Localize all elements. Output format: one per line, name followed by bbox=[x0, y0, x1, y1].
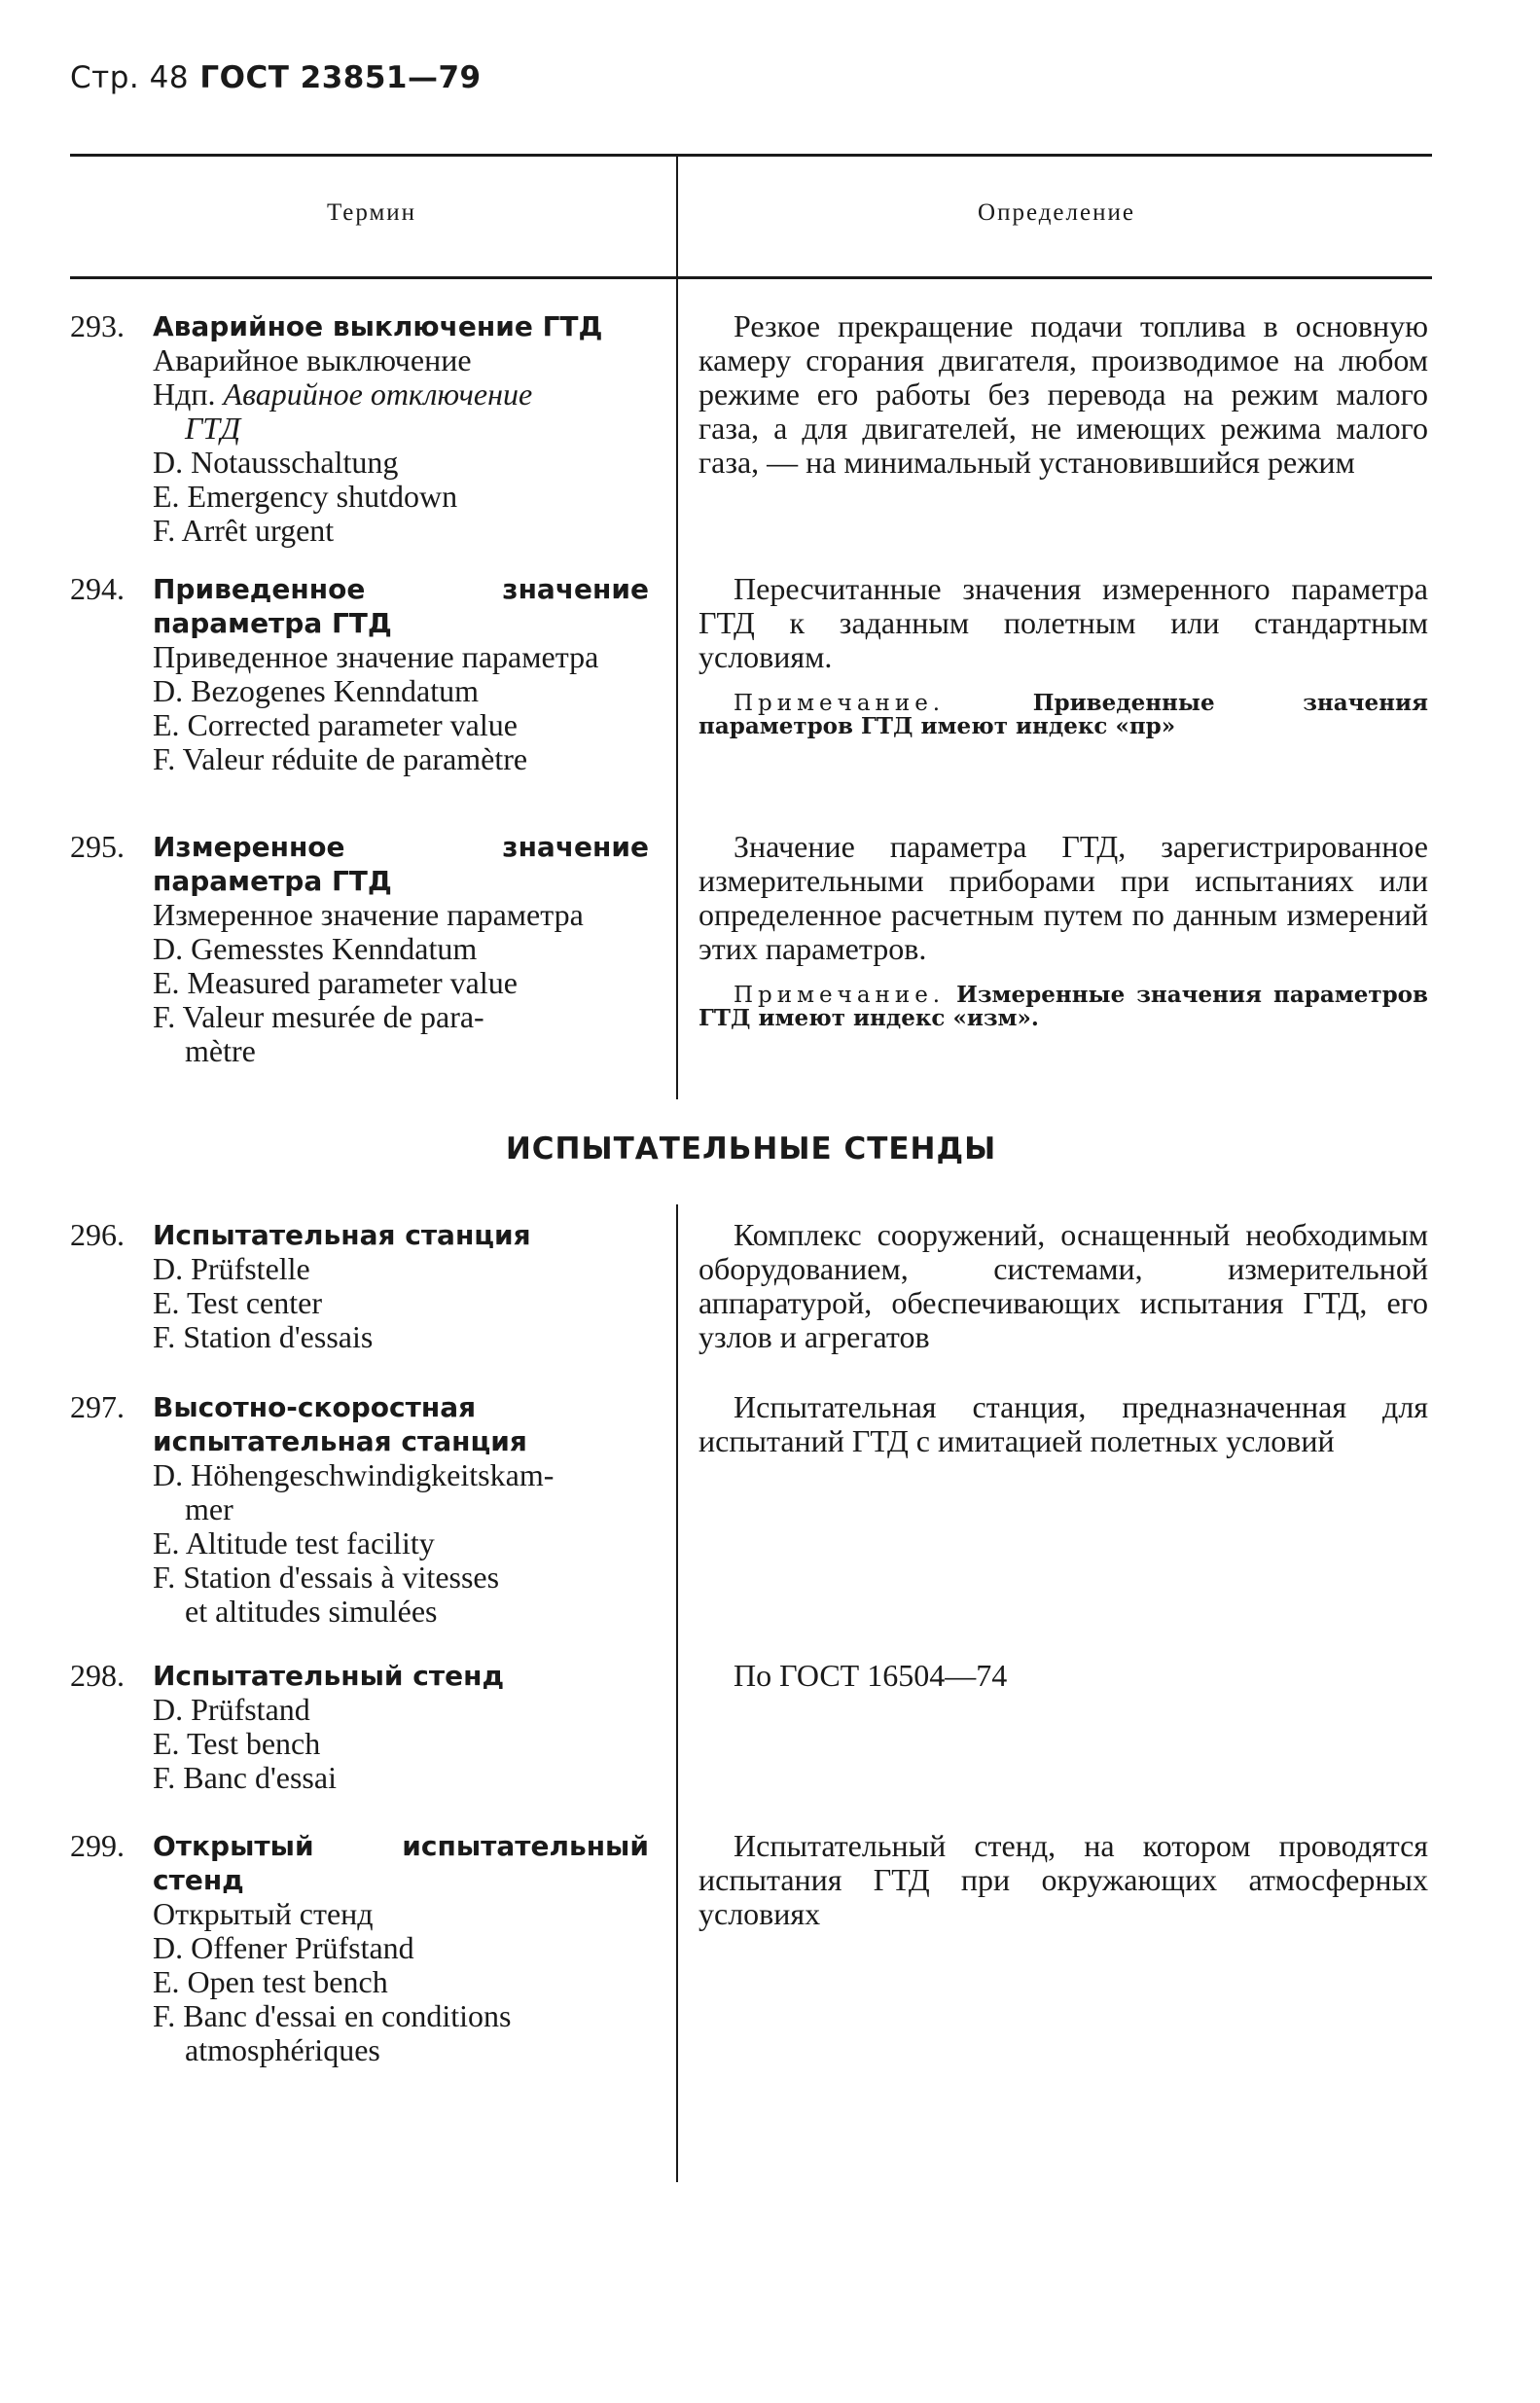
term-synonym: Измеренное значение параметра bbox=[153, 897, 584, 932]
term-cell bbox=[70, 1218, 649, 1354]
definition-cell bbox=[698, 572, 1428, 738]
definition-text: Испытательный стенд, на котором проводятся испытания ГТД при окружающих атмосферных условиях bbox=[698, 1828, 1428, 1931]
term-title: 297. Высотно-скоростная испытательная станция bbox=[70, 1389, 527, 1457]
standard-designation: ГОСТ 23851—79 bbox=[199, 60, 482, 95]
term-french-cont: mètre bbox=[185, 1033, 256, 1068]
term-french: F. Arrêt urgent bbox=[153, 513, 335, 548]
term-german: D. Gemesstes Kenndatum bbox=[153, 931, 478, 966]
term-french: F. Banc d'essai en conditions bbox=[153, 1998, 512, 2033]
term-french-cont: et altitudes simulées bbox=[185, 1594, 438, 1629]
column-divider bbox=[676, 1204, 678, 2182]
term-cell bbox=[70, 830, 649, 1068]
table-top-rule bbox=[70, 154, 1432, 157]
definition-text: Испытательная станция, предназначенная для испытаний ГТД с имитацией полетных условий bbox=[698, 1389, 1428, 1458]
term-german: D. Höhengeschwindigkeitskam- bbox=[153, 1457, 555, 1492]
term-english: E. Test bench bbox=[153, 1726, 321, 1761]
note-label: Примечание. bbox=[734, 983, 946, 1008]
term-number: 296. bbox=[70, 1217, 125, 1252]
definition-cell bbox=[698, 1218, 1428, 1354]
definition-text: Пересчитанные значения измеренного параметра ГТД к заданным полетным или стандартным условиям. bbox=[698, 571, 1428, 674]
term-german: D. Offener Prüfstand bbox=[153, 1930, 414, 1965]
term-synonym: Приведенное значение параметра bbox=[153, 639, 599, 674]
definition-cell bbox=[698, 1659, 1428, 1693]
term-english: E. Test center bbox=[153, 1285, 322, 1320]
term-cell bbox=[70, 1829, 649, 2067]
definition-text: Резкое прекращение подачи топлива в основную камеру сгорания двигателя, производимое на любом режиме его работы без перевода на режим малого газа, а для двигателей, не имеющих режима малого газа, — на минимальный установившийся режим bbox=[698, 308, 1428, 480]
term-title: 296. Испытательная станция bbox=[70, 1217, 531, 1252]
table-header-rule bbox=[70, 276, 1432, 279]
definition-cell bbox=[698, 309, 1428, 480]
term-title: 293. Аварийное выключение ГТД bbox=[70, 308, 603, 343]
term-cell bbox=[70, 1390, 649, 1629]
definition-cell bbox=[698, 1829, 1428, 1931]
term-synonym: Открытый стенд bbox=[153, 1896, 374, 1931]
term-german: D. Notausschaltung bbox=[153, 445, 399, 480]
term-english: E. Emergency shutdown bbox=[153, 479, 458, 514]
term-title: 295. Измеренное значение параметра ГТД bbox=[70, 829, 649, 897]
section-title: ИСПЫТАТЕЛЬНЫЕ СТЕНДЫ bbox=[505, 1131, 997, 1166]
term-english: E. Open test bench bbox=[153, 1964, 388, 1999]
term-german: D. Prüfstelle bbox=[153, 1251, 310, 1286]
term-german: D. Bezogenes Kenndatum bbox=[153, 673, 480, 708]
term-synonym: Аварийное выключение bbox=[153, 342, 472, 377]
column-header-definition: Определение bbox=[978, 199, 1135, 226]
term-number: 297. bbox=[70, 1389, 125, 1424]
term-number: 295. bbox=[70, 829, 125, 864]
term-cell bbox=[70, 309, 649, 548]
term-title: 298. Испытательный стенд bbox=[70, 1658, 505, 1693]
term-french: F. Valeur mesurée de para- bbox=[153, 999, 484, 1034]
term-not-allowed-cont: ГТД bbox=[185, 411, 241, 446]
definition-cell bbox=[698, 1390, 1428, 1458]
term-french: F. Station d'essais bbox=[153, 1319, 374, 1354]
term-french: F. Banc d'essai bbox=[153, 1760, 337, 1795]
definition-note bbox=[698, 692, 1428, 738]
definition-cell bbox=[698, 830, 1428, 1030]
term-french: F. Station d'essais à vitesses bbox=[153, 1560, 500, 1595]
term-number: 299. bbox=[70, 1828, 125, 1863]
definition-text: Комплекс сооружений, оснащенный необходимым оборудованием, системами, измерительной аппаратурой, обеспечивающих испытания ГТД, его узлов и агрегатов bbox=[698, 1217, 1428, 1354]
term-french: F. Valeur réduite de paramètre bbox=[153, 741, 528, 776]
definition-note bbox=[698, 984, 1428, 1030]
term-german-cont: mer bbox=[185, 1491, 233, 1526]
term-english: E. Altitude test facility bbox=[153, 1525, 435, 1560]
page-header bbox=[70, 60, 482, 95]
term-english: E. Measured parameter value bbox=[153, 965, 518, 1000]
term-french-cont: atmosphériques bbox=[185, 2032, 380, 2067]
column-divider bbox=[676, 156, 678, 1099]
term-number: 293. bbox=[70, 308, 125, 343]
definition-text: По ГОСТ 16504—74 bbox=[734, 1658, 1008, 1693]
term-cell bbox=[70, 572, 649, 776]
note-label: Примечание. bbox=[734, 691, 946, 716]
page-number: Стр. 48 bbox=[70, 60, 190, 95]
term-english: E. Corrected parameter value bbox=[153, 707, 518, 742]
note-text: Измеренные значения параметров ГТД имеют индекс «изм». bbox=[698, 982, 1428, 1031]
term-number: 294. bbox=[70, 571, 125, 606]
term-title: 299. Открытый испытательный стенд bbox=[70, 1828, 649, 1896]
term-cell bbox=[70, 1659, 649, 1795]
term-german: D. Prüfstand bbox=[153, 1692, 310, 1727]
term-number: 298. bbox=[70, 1658, 125, 1693]
column-header-term: Термин bbox=[326, 199, 417, 226]
term-title: 294. Приведенное значение параметра ГТД bbox=[70, 571, 649, 639]
definition-text: Значение параметра ГТД, зарегистрированное измерительными приборами при испытаниях или определенное расчетным путем по данным измерений этих параметров. bbox=[698, 829, 1428, 966]
note-text: Приведенные значения параметров ГТД имеют индекс «пр» bbox=[698, 690, 1428, 739]
term-not-allowed: Ндп. Аварийное отключение bbox=[153, 377, 533, 412]
